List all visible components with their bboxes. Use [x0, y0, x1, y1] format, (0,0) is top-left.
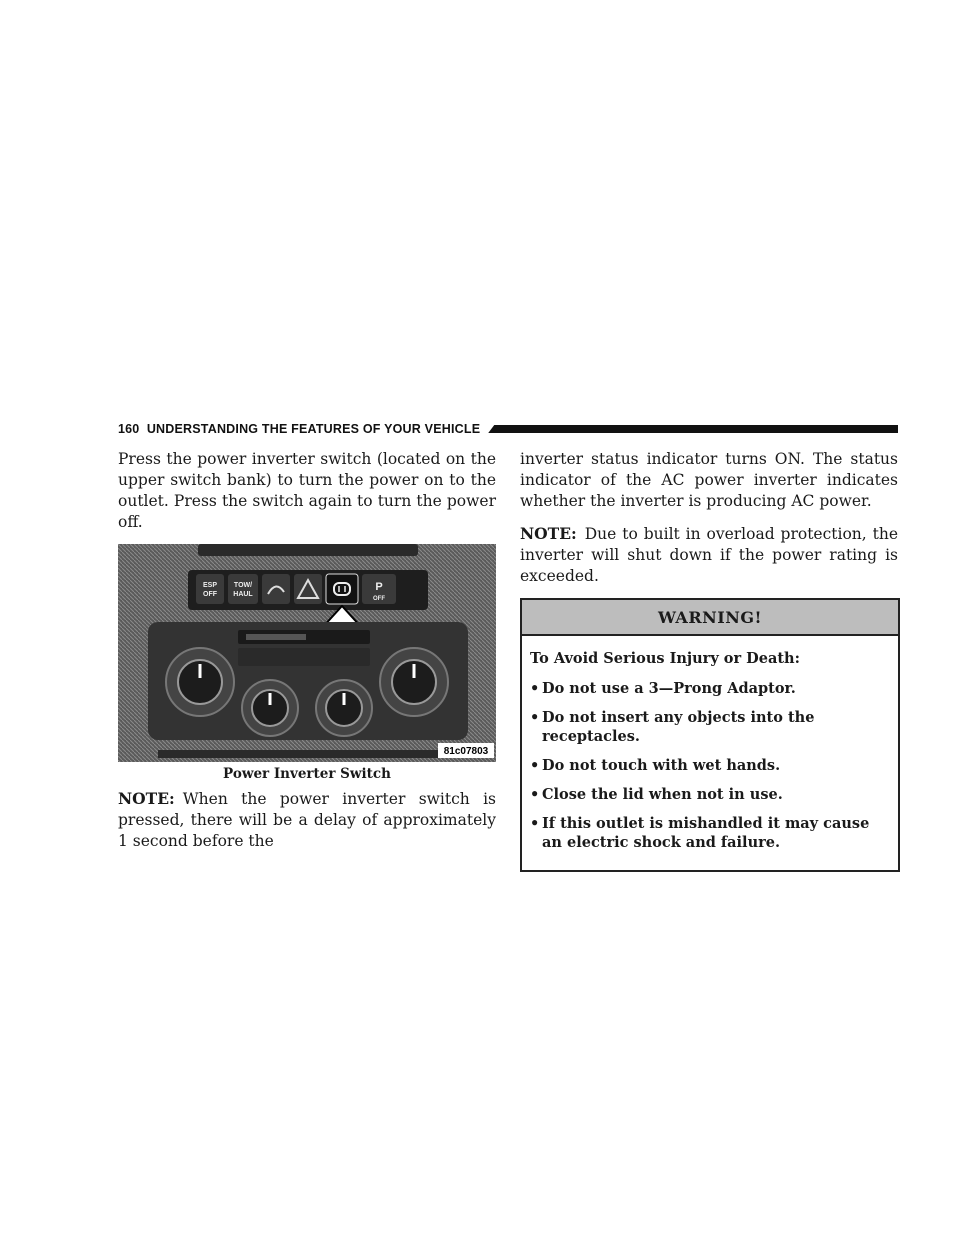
bullet-icon: •	[530, 680, 540, 697]
right-column	[520, 449, 898, 872]
power-inverter-switch-figure	[118, 544, 496, 762]
bullet-icon: •	[530, 757, 540, 774]
warning-intro: To Avoid Serious Injury or Death:	[530, 650, 800, 667]
page-header	[118, 422, 898, 436]
esp-label: ESP	[202, 582, 218, 589]
header-rule	[488, 425, 898, 433]
figure-code: 81c07803	[443, 746, 489, 757]
list-item: • Close the lid when not in use.	[530, 786, 783, 803]
bullet-icon: •	[530, 786, 540, 803]
warning-body	[522, 636, 898, 870]
figure-caption: Power Inverter Switch	[223, 766, 391, 782]
park-assist-icon: P	[375, 581, 383, 593]
bullet-icon: •	[530, 815, 540, 832]
haul-label: HAUL	[233, 591, 253, 598]
esp-off-label: OFF	[203, 591, 217, 598]
note-label: NOTE:	[520, 524, 577, 543]
status-paragraph: inverter status indicator turns ON. The status indicator of the AC power inverter indicates whether the inverter is producing AC power.	[520, 450, 898, 510]
note-paragraph-left	[118, 788, 496, 852]
list-item: • Do not use a 3—Prong Adaptor.	[530, 680, 796, 697]
note-paragraph-right	[520, 523, 898, 587]
section-title: UNDERSTANDING THE FEATURES OF YOUR VEHICLE	[146, 422, 481, 436]
page-number: 160	[118, 422, 140, 436]
park-off-label: OFF	[373, 596, 385, 602]
warning-title: WARNING!	[522, 600, 898, 636]
list-item: • Do not touch with wet hands.	[530, 757, 781, 774]
intro-paragraph: Press the power inverter switch (located on the upper switch bank) to turn the power on to the outlet. Press the switch again to turn the power off.	[118, 450, 496, 531]
warning-box	[520, 598, 900, 872]
bullet-icon: •	[530, 709, 540, 726]
tow-label: TOW/	[233, 582, 253, 589]
note-text: Due to built in overload protection, the inverter will shut down if the power rating is exceeded.	[520, 525, 898, 585]
list-item: • If this outlet is mishandled it may cause an electric shock and failure.	[530, 815, 870, 851]
left-column	[118, 449, 496, 863]
warning-list	[530, 679, 890, 852]
header-text	[118, 422, 480, 436]
note-text: When the power inverter switch is pressed, there will be a delay of approximately 1 second before the	[118, 790, 496, 850]
note-label: NOTE:	[118, 789, 175, 808]
list-item: • Do not insert any objects into the receptacles.	[530, 709, 815, 745]
